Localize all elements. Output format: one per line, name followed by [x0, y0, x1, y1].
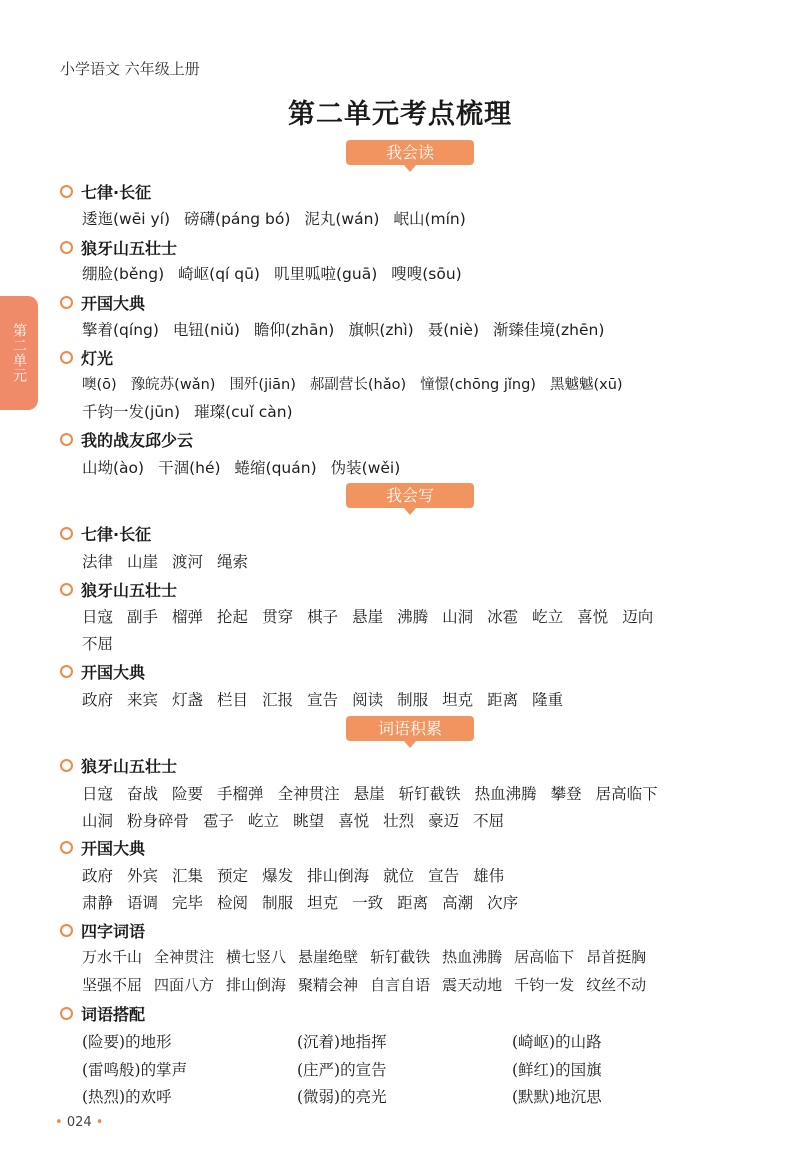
word: 制服 [262, 894, 294, 912]
pinyin-word: 伪装(wěi) [330, 459, 401, 477]
page-number [55, 1115, 103, 1130]
word: 险要 [172, 785, 204, 803]
word: 宣告 [307, 691, 339, 709]
word: 斩钉截铁 [398, 785, 461, 803]
idiom: 万水千山 [82, 948, 143, 966]
word: 预定 [217, 867, 249, 885]
word: 坦克 [442, 691, 474, 709]
accumulate-line [82, 891, 532, 913]
unit-side-tab [0, 296, 38, 410]
group-title-text: 开国大典 [81, 663, 146, 682]
collocation: (默默)地沉思 [512, 1088, 602, 1106]
word: 悬崖 [352, 608, 384, 626]
book-header: 小学语文 六年级上册 [60, 60, 200, 78]
read-line [82, 456, 414, 478]
pinyin-word: 干涸(hé) [158, 459, 221, 477]
pinyin-word: 千钧一发(jūn) [82, 403, 181, 421]
word: 阅读 [352, 691, 384, 709]
pinyin-word: 噢(ō) [82, 377, 117, 393]
pinyin-word: 绷脸(běng) [82, 265, 165, 283]
section-banner-accumulate: 词语积累 [346, 716, 474, 741]
group-title-text: 狼牙山五壮士 [81, 581, 178, 600]
write-group-title [60, 522, 151, 545]
word: 汇集 [172, 867, 204, 885]
word: 来宾 [127, 691, 159, 709]
pinyin-word: 瞻仰(zhān) [253, 321, 335, 339]
group-title-text: 我的战友邱少云 [81, 431, 194, 450]
word: 日寇 [82, 785, 114, 803]
word: 次序 [487, 894, 519, 912]
accumulate-group-title [60, 836, 145, 859]
pinyin-word: 电钮(niǔ) [172, 321, 240, 339]
word: 雹子 [203, 812, 235, 830]
word: 喜悦 [577, 608, 609, 626]
word: 奋战 [127, 785, 159, 803]
word: 屹立 [248, 812, 280, 830]
word: 爆发 [262, 867, 294, 885]
word: 政府 [82, 691, 114, 709]
idiom: 自言自语 [370, 976, 431, 994]
page-number-text: 024 [66, 1115, 92, 1130]
group-title-text: 七律·长征 [81, 525, 152, 544]
idiom: 居高临下 [514, 948, 575, 966]
idiom: 四面八方 [154, 976, 215, 994]
word: 豪迈 [428, 812, 460, 830]
word: 攀登 [550, 785, 582, 803]
read-line [82, 373, 623, 394]
word: 政府 [82, 867, 114, 885]
write-line [82, 605, 667, 627]
word: 眺望 [293, 812, 325, 830]
read-group-title [60, 346, 113, 369]
idiom: 热血沸腾 [442, 948, 503, 966]
word: 灯盏 [172, 691, 204, 709]
group-title-text: 四字词语 [81, 922, 146, 941]
accumulate-line [82, 809, 518, 831]
pinyin-word: 黑魆魆(xū) [549, 377, 623, 393]
word: 法律 [82, 553, 114, 571]
pinyin-word: 聂(niè) [427, 321, 479, 339]
section-banner-write: 我会写 [346, 483, 474, 508]
word: 检阅 [217, 894, 249, 912]
write-line [82, 550, 262, 572]
word: 坦克 [307, 894, 339, 912]
word: 渡河 [172, 553, 204, 571]
word: 贯穿 [262, 608, 294, 626]
word: 就位 [383, 867, 415, 885]
write-group-title [60, 660, 145, 683]
bullet-icon [60, 1007, 73, 1020]
group-title-text: 七律·长征 [81, 183, 152, 202]
accumulate-group-title [60, 754, 177, 777]
pinyin-word: 山坳(ào) [82, 459, 145, 477]
pinyin-word: 璀璨(cuǐ càn) [194, 403, 293, 421]
word: 高潮 [442, 894, 474, 912]
word: 悬崖 [353, 785, 385, 803]
read-line [82, 318, 618, 340]
word: 山洞 [442, 608, 474, 626]
idiom: 纹丝不动 [586, 976, 647, 994]
read-group-title [60, 291, 145, 314]
word: 棋子 [307, 608, 339, 626]
word: 距离 [487, 691, 519, 709]
word: 完毕 [172, 894, 204, 912]
bullet-icon [60, 759, 73, 772]
read-group-title [60, 428, 193, 451]
word: 全神贯注 [277, 785, 340, 803]
word: 抡起 [217, 608, 249, 626]
word: 绳索 [217, 553, 249, 571]
idiom: 坚强不屈 [82, 976, 143, 994]
collocation: (雷鸣般)的掌声 [82, 1061, 188, 1079]
word: 雄伟 [473, 867, 505, 885]
word: 距离 [397, 894, 429, 912]
pinyin-word: 郝副营长(hǎo) [309, 377, 407, 393]
write-group-title [60, 578, 177, 601]
group-title-text: 狼牙山五壮士 [81, 757, 178, 776]
pinyin-word: 旗帜(zhì) [348, 321, 414, 339]
collocation: (热烈)的欢呼 [82, 1088, 172, 1106]
word: 不屈 [473, 812, 505, 830]
accumulate-line [82, 946, 646, 967]
word: 热血沸腾 [474, 785, 537, 803]
idiom: 横七竖八 [226, 948, 287, 966]
collocation-row [82, 1085, 602, 1107]
idiom: 排山倒海 [226, 976, 287, 994]
bullet-icon [60, 665, 73, 678]
word: 外宾 [127, 867, 159, 885]
group-title-text: 开国大典 [81, 294, 146, 313]
read-group-title [60, 236, 177, 259]
collocation: (庄严)的宣告 [297, 1061, 387, 1079]
collocation: (崎岖)的山路 [512, 1033, 602, 1051]
group-title-text: 狼牙山五壮士 [81, 239, 178, 258]
pinyin-word: 崎岖(qí qū) [178, 265, 260, 283]
idiom: 斩钉截铁 [370, 948, 431, 966]
pinyin-word: 擎着(qíng) [82, 321, 159, 339]
word: 榴弹 [172, 608, 204, 626]
word: 沸腾 [397, 608, 429, 626]
idiom: 悬崖绝壁 [298, 948, 359, 966]
pinyin-word: 渐臻佳境(zhēn) [493, 321, 605, 339]
word: 隆重 [532, 691, 564, 709]
group-title-text: 词语搭配 [81, 1005, 146, 1024]
collocation: (险要)的地形 [82, 1033, 172, 1051]
read-line [82, 262, 476, 284]
pinyin-word: 磅礴(páng bó) [184, 210, 291, 228]
bullet-icon [60, 924, 73, 937]
word: 副手 [127, 608, 159, 626]
word: 山洞 [82, 812, 114, 830]
bullet-icon [60, 583, 73, 596]
word: 一致 [352, 894, 384, 912]
group-title-text: 开国大典 [81, 839, 146, 858]
idiom: 昂首挺胸 [586, 948, 647, 966]
accumulate-group-title [60, 1002, 145, 1025]
bullet-icon [60, 351, 73, 364]
collocation-row [82, 1058, 602, 1080]
collocation: (沉着)地指挥 [297, 1033, 387, 1051]
pinyin-word: 围歼(jiān) [229, 377, 296, 393]
word: 宣告 [428, 867, 460, 885]
word: 冰雹 [487, 608, 519, 626]
write-line [82, 632, 127, 654]
read-line [82, 400, 307, 422]
pinyin-word: 叽里呱啦(guā) [273, 265, 378, 283]
word: 不屈 [82, 635, 114, 653]
pinyin-word: 逶迤(wēi yí) [82, 210, 171, 228]
word: 日寇 [82, 608, 114, 626]
bullet-icon [60, 185, 73, 198]
pinyin-word: 岷山(mín) [393, 210, 466, 228]
word: 制服 [397, 691, 429, 709]
pinyin-word: 嗖嗖(sōu) [391, 265, 462, 283]
bullet-icon [60, 296, 73, 309]
section-banner-read: 我会读 [346, 140, 474, 165]
accumulate-line [82, 782, 672, 804]
dot-icon: • [55, 1115, 63, 1130]
word: 肃静 [82, 894, 114, 912]
bullet-icon [60, 433, 73, 446]
word: 壮烈 [383, 812, 415, 830]
collocation: (微弱)的亮光 [297, 1088, 387, 1106]
pinyin-word: 憧憬(chōng jǐng) [420, 377, 536, 393]
accumulate-group-title [60, 919, 145, 942]
read-line [82, 207, 480, 229]
word: 喜悦 [338, 812, 370, 830]
pinyin-word: 泥丸(wán) [304, 210, 380, 228]
word: 手榴弹 [217, 785, 264, 803]
collocation-row [82, 1030, 602, 1052]
word: 粉身碎骨 [127, 812, 190, 830]
unit-side-tab-label: 第二单元 [11, 323, 27, 383]
accumulate-line [82, 864, 518, 886]
word: 汇报 [262, 691, 294, 709]
read-group-title [60, 180, 151, 203]
word: 迈向 [622, 608, 654, 626]
word: 排山倒海 [307, 867, 370, 885]
word: 栏目 [217, 691, 249, 709]
bullet-icon [60, 241, 73, 254]
bullet-icon [60, 841, 73, 854]
idiom: 震天动地 [442, 976, 503, 994]
dot-icon: • [95, 1115, 104, 1130]
page-title: 第二单元考点梳理 [288, 99, 512, 130]
pinyin-word: 蜷缩(quán) [234, 459, 317, 477]
group-title-text: 灯光 [81, 349, 114, 368]
idiom: 千钧一发 [514, 976, 575, 994]
word: 屹立 [532, 608, 564, 626]
word: 居高临下 [595, 785, 658, 803]
write-line [82, 688, 577, 710]
idiom: 全神贯注 [154, 948, 215, 966]
word: 山崖 [127, 553, 159, 571]
word: 语调 [127, 894, 159, 912]
bullet-icon [60, 527, 73, 540]
idiom: 聚精会神 [298, 976, 359, 994]
accumulate-line [82, 974, 646, 995]
collocation: (鲜红)的国旗 [512, 1061, 602, 1079]
pinyin-word: 豫皖苏(wǎn) [130, 377, 216, 393]
